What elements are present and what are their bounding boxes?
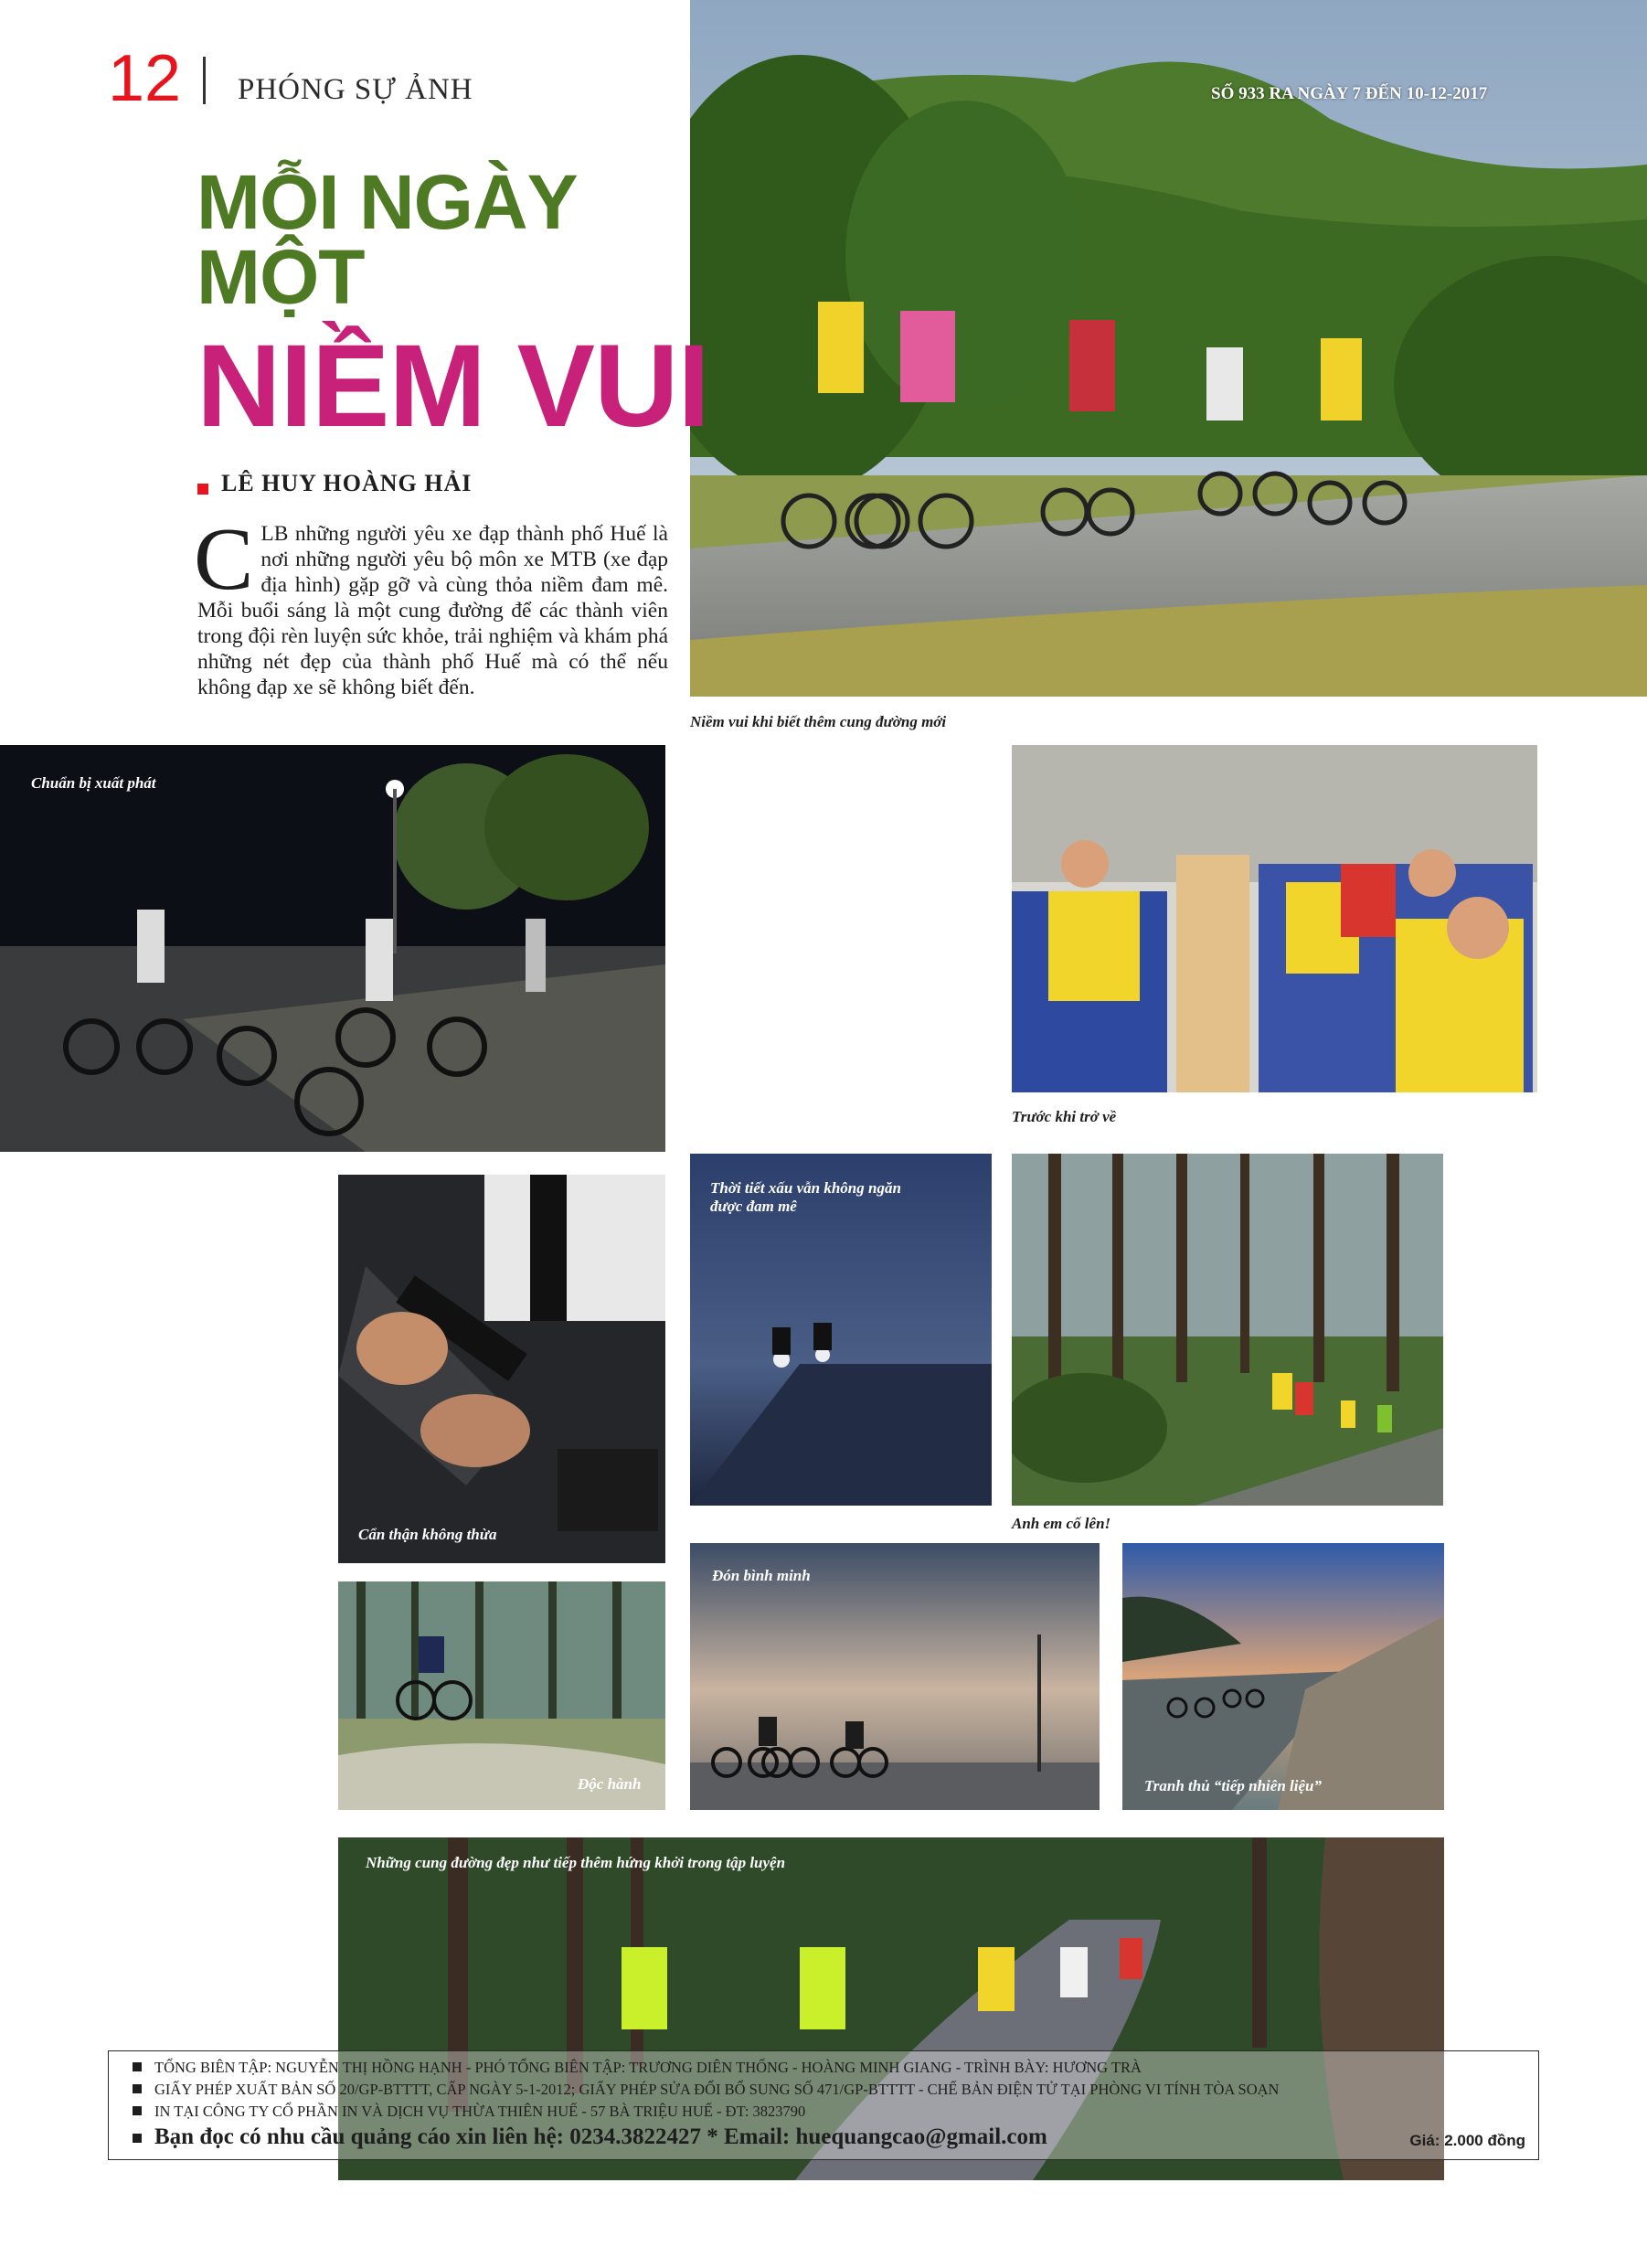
footer-line-license: GIẤY PHÉP XUẤT BẢN SỐ 20/GP-BTTTT, CẤP NGÀY 5-1-2012; GIẤY PHÉP SỬA ĐỔI BỔ SUNG SỐ 471/GP-BTTTT - CHẾ BẢN ĐIỆN TỬ TẠI PHÒNG VI TÍNH TÒA SOẠN [133,2081,1279,2099]
caption-forest-group: Anh em cố lên! [1012,1515,1111,1532]
photo-dawn [690,1543,1100,1810]
title-line-1: MỖI NGÀY [197,159,578,245]
photo-fog [690,1154,992,1506]
photo-cafe [1012,745,1537,1092]
title-line-3: NIỀM VUI [197,321,709,452]
author-bullet [197,484,208,495]
author-byline: LÊ HUY HOÀNG HẢI [221,470,473,496]
drop-cap: C [194,510,254,609]
caption-bike-light: Cẩn thận không thừa [358,1526,497,1543]
caption-cafe: Trước khi trở về [1012,1108,1117,1125]
title-line-2: MỘT [197,234,365,320]
footer-ads-contact: Bạn đọc có nhu cầu quảng cáo xin liên hệ: 0234.3822427 * Email: huequangcao@gmail.com [133,2124,1047,2150]
photo-night-start [0,745,665,1152]
caption-dawn: Đón bình minh [712,1567,811,1584]
footer-line-editors: TỔNG BIÊN TẬP: NGUYỄN THỊ HỒNG HẠNH - PHÓ TỔNG BIÊN TẬP: TRƯƠNG DIÊN THỐNG - HOÀNG MINH GIANG - TRÌNH BÀY: HƯƠNG TRÀ [133,2059,1142,2077]
section-label: PHÓNG SỰ ẢNH [238,73,473,106]
intro-text: LB những người yêu xe đạp thành phố Huế là nơi những người yêu bộ môn xe MTB (xe đạp địa hình) gặp gỡ và cùng thỏa niềm đam mê. Mỗi buổi sáng là một cung đường để các thành viên trong đội rèn luyện sức khỏe, trải nghiệm và khám phá những nét đẹp của thành phố Huế mà có thể nếu không đạp xe sẽ không biết đến. [197,522,668,699]
caption-fog: Thời tiết xấu vẫn không ngăn được đam mê [710,1179,901,1215]
caption-night-start: Chuẩn bị xuất phát [31,774,156,792]
header-divider [203,57,206,104]
page-number: 12 [108,42,182,115]
issue-info: SỐ 933 RA NGÀY 7 ĐẾN 10-12-2017 [1211,84,1488,103]
photo-rest [1122,1543,1444,1810]
price-label: Giá: 2.000 đồng [1409,2132,1525,2149]
footer-masthead [108,2050,1539,2160]
hero-photo [690,0,1647,697]
photo-forest-group [1012,1154,1443,1506]
photo-solo [338,1581,665,1810]
caption-solo: Độc hành [578,1775,642,1793]
footer-line-printer: IN TẠI CÔNG TY CỔ PHẦN IN VÀ DỊCH VỤ THỪA THIÊN HUẾ - 57 BÀ TRIỆU HUẾ - ĐT: 3823790 [133,2103,805,2121]
intro-paragraph [194,510,668,700]
caption-rest: Tranh thủ “tiếp nhiên liệu” [1144,1777,1322,1794]
photo-bike-light [338,1175,665,1563]
caption-hero: Niềm vui khi biết thêm cung đường mới [690,713,947,730]
caption-bottom: Những cung đường đẹp như tiếp thêm hứng khởi trong tập luyện [366,1854,786,1871]
